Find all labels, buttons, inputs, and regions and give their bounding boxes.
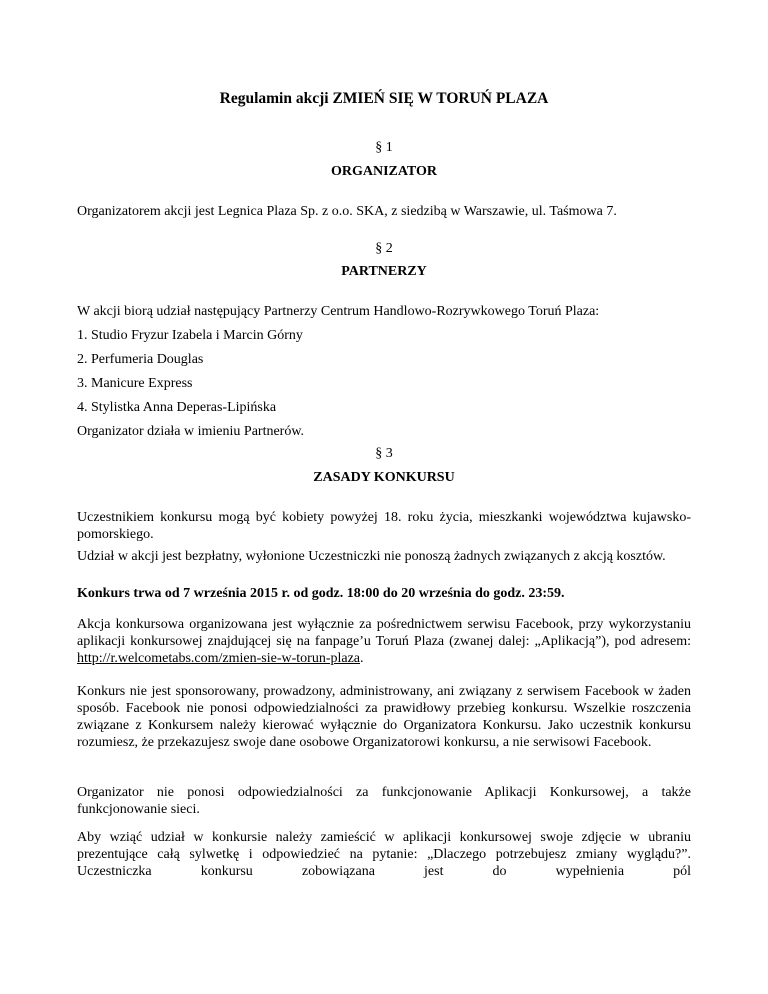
partner-item: 2. Perfumeria Douglas (77, 352, 204, 367)
contest-app-link[interactable]: http://r.welcometabs.com/zmien-sie-w-torun-plaza (77, 651, 361, 666)
facebook-app-text-end: . (360, 651, 364, 666)
section-2-number: § 2 (375, 241, 393, 256)
facebook-app-paragraph (77, 616, 691, 667)
document-title: Regulamin akcji ZMIEŃ SIĘ W TORUŃ PLAZA (219, 90, 549, 107)
sponsorship-disclaimer-paragraph: Konkurs nie jest sponsorowany, prowadzony, administrowany, ani związany z serwisem Facebook w żaden sposób. Facebook nie ponosi odpowiedzialności za prawidłowy przebieg konkursu. Wszelkie roszczenia związane z Konkursem należy kierować wyłącznie do Organizatora Konkursu. Jako uczestnik konkursu rozumiesz, że przekazujesz swoje dane osobowe Organizatorowi konkursu, a nie serwisowi Facebook. (77, 684, 691, 750)
contest-dates: Konkurs trwa od 7 września 2015 r. od godz. 18:00 do 20 września do godz. 23:59. (77, 586, 565, 601)
eligibility-paragraph: Uczestnikiem konkursu mogą być kobiety powyżej 18. roku życia, mieszkanki województwa kujawsko-pomorskiego. (77, 510, 691, 542)
free-participation-paragraph: Udział w akcji jest bezpłatny, wyłonione Uczestniczki nie ponoszą żadnych związanych z akcją kosztów. (77, 549, 666, 564)
section-3-number: § 3 (375, 446, 393, 461)
section-2-title: PARTNERZY (341, 264, 427, 279)
section-1-number: § 1 (375, 140, 393, 155)
liability-paragraph: Organizator nie ponosi odpowiedzialności za funkcjonowanie Aplikacji Konkursowej, a także funkcjonowanie sieci. (77, 785, 691, 817)
participation-rules-paragraph: Aby wziąć udział w konkursie należy zamieścić w aplikacji konkursowej swoje zdjęcie w ubraniu prezentujące całą sylwetkę i odpowiedzieć na pytanie: „Dlaczego potrzebujesz zmiany wyglądu?”. Uczestniczka konkursu zobowiązana jest do wypełnienia pól (77, 830, 691, 879)
facebook-app-text: Akcja konkursowa organizowana jest wyłącznie za pośrednictwem serwisu Facebook, przy wykorzystaniu aplikacji konkursowej znajdującej się na fanpage’u Toruń Plaza (zwanej dalej: „Aplikacją”), pod adresem: (77, 617, 691, 649)
section-3-title: ZASADY KONKURSU (313, 470, 455, 485)
partner-item: 1. Studio Fryzur Izabela i Marcin Górny (77, 328, 303, 343)
partners-intro: W akcji biorą udział następujący Partnerzy Centrum Handlowo-Rozrywkowego Toruń Plaza: (77, 304, 600, 319)
partner-item: 4. Stylistka Anna Deperas-Lipińska (77, 400, 277, 415)
section-1-title: ORGANIZATOR (330, 164, 438, 179)
partner-item: 3. Manicure Express (77, 376, 193, 391)
partners-outro: Organizator działa w imieniu Partnerów. (77, 424, 305, 439)
organizer-paragraph: Organizatorem akcji jest Legnica Plaza Sp. z o.o. SKA, z siedzibą w Warszawie, ul. Taśmowa 7. (77, 204, 617, 219)
